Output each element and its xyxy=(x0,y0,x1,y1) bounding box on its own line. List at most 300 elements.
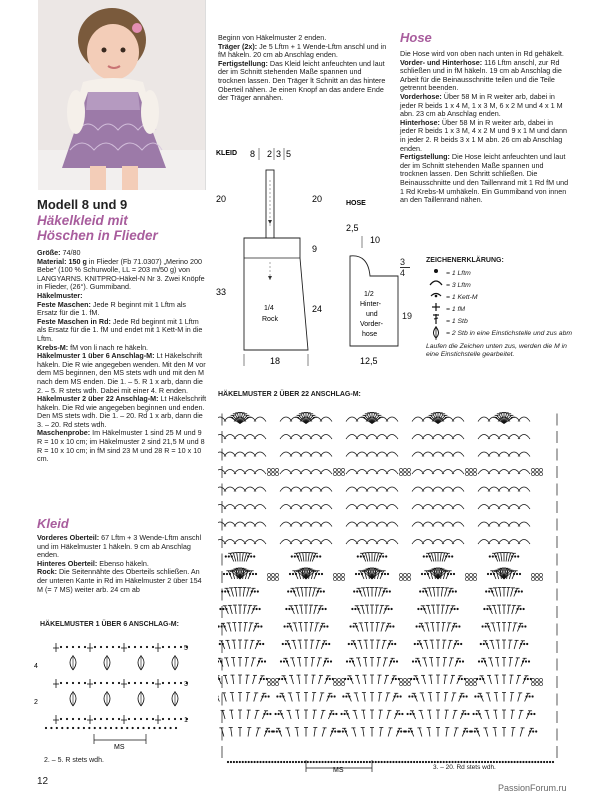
stitch-stb xyxy=(355,710,357,719)
stitch-stb xyxy=(488,693,490,702)
stitch-stb xyxy=(508,605,509,614)
stitch-chain-dot xyxy=(351,761,353,763)
stitch-stb xyxy=(297,710,298,719)
stitch-chain-dot xyxy=(317,590,319,592)
stitch-chain-dot xyxy=(386,761,388,763)
stitch-cluster xyxy=(271,577,274,580)
stitch-cluster xyxy=(275,682,278,685)
stitch-chain-dot xyxy=(356,590,358,592)
stitch-chain-dot xyxy=(316,555,318,557)
stitch-chain-dot xyxy=(104,727,106,729)
legend-item xyxy=(426,291,596,303)
stitch-stb xyxy=(520,728,522,737)
stitch-cluster xyxy=(267,472,270,475)
hose-para xyxy=(400,93,570,119)
hose-dim-top-left: 2,5 xyxy=(346,223,359,233)
stitch-chain-dot xyxy=(326,625,328,627)
stitch-chain-dot xyxy=(366,761,368,763)
stitch-chain-dot xyxy=(153,727,155,729)
general-para-label: Material: 150 g xyxy=(37,256,87,266)
stitch-chain-dot xyxy=(481,761,483,763)
stitch-chain-dot xyxy=(245,761,247,763)
stitch-chain-dot xyxy=(328,695,330,697)
stitch-chain-dot xyxy=(361,573,363,575)
stitch-chain-dot xyxy=(265,730,267,732)
stitch-chain-dot xyxy=(535,730,537,732)
stitch-cluster xyxy=(271,678,274,681)
instructions-hose xyxy=(400,50,570,205)
stitch-stb xyxy=(315,623,317,632)
stitch-chain-dot xyxy=(84,682,86,684)
stitch-chain-dot xyxy=(405,730,407,732)
child-illustration xyxy=(38,0,205,190)
kleid-para-label: Hinteres Oberteil: xyxy=(37,558,98,568)
stitch-stb xyxy=(363,588,365,597)
stitch-chain-dot xyxy=(404,761,406,763)
stitch-cluster xyxy=(267,682,270,685)
stitch-chain-dot xyxy=(342,761,344,763)
stitch-chain-dot xyxy=(400,730,402,732)
stitch-cluster xyxy=(271,468,274,471)
stitch-chain-dot xyxy=(415,660,417,662)
stitch-stb xyxy=(513,623,515,632)
general-para-label: Häkelmuster 1 über 6 Anschlag-M: xyxy=(37,351,155,361)
stitch-chain-dot xyxy=(411,695,413,697)
stitch-stb xyxy=(518,693,520,702)
stitch-chain-dot xyxy=(398,761,400,763)
stitch-chain-dot xyxy=(345,761,347,763)
stitch-chain-dot xyxy=(84,646,86,648)
stitch-chain-dot xyxy=(388,643,390,645)
stitch-chain-dot xyxy=(459,660,461,662)
stitch-stb xyxy=(383,658,385,667)
stitch-stb xyxy=(429,728,430,737)
kleid-dim-5: 5 xyxy=(286,149,292,159)
stitch-chain-dot xyxy=(229,573,231,575)
stitch-chain-dot xyxy=(466,695,468,697)
stitch-chain-dot xyxy=(452,625,454,627)
stitch-cluster xyxy=(539,678,542,681)
stitch-chain-dot xyxy=(339,761,341,763)
stitch-chain-dot xyxy=(266,713,268,715)
stitch-chain-dot xyxy=(175,727,177,729)
stitch-chain-dot xyxy=(474,730,476,732)
stitch-stb xyxy=(244,623,245,632)
general-para-text: in Flieder (Fb 71.0307) „Merino 200 Bebe“ (100 % Schurwolle, LL = 203 m/50 g) von LANGYARNS. KNITPRO-Häkel-N Nr 3. Zwei Knöpfe in Flieder, (26°). Gummiband. xyxy=(37,256,205,292)
hose-para xyxy=(400,59,570,93)
stitch-chain-dot xyxy=(236,761,238,763)
stitch-chain-dot xyxy=(323,590,325,592)
model-number: Modell 8 und 9 xyxy=(37,197,128,212)
stitch-cluster xyxy=(531,472,534,475)
stitch-stb xyxy=(292,658,294,667)
stitch-cluster xyxy=(407,682,410,685)
stitch-stb xyxy=(376,623,377,632)
stitch-stb xyxy=(356,693,358,702)
stitch-chain-dot xyxy=(491,590,493,592)
stitch-chain-dot xyxy=(132,727,134,729)
stitch-stb xyxy=(316,640,318,649)
stitch-chain-dot xyxy=(222,643,224,645)
stitch-stb xyxy=(431,553,433,562)
stitch-cluster xyxy=(407,573,410,576)
stitch-stb xyxy=(501,553,502,562)
hose-para-label: Vorderhose: xyxy=(400,91,442,101)
general-para-text: Jede Rd beginnt mit 1 Lftm als Ersatz für die 1. fM und endet mit 1 Kett-M in die Lftm. xyxy=(37,316,203,343)
stitch-chain-dot xyxy=(413,761,415,763)
stitch-cluster xyxy=(473,678,476,681)
general-para-text: fM von li nach re häkeln. xyxy=(68,342,149,352)
stitch-chain-dot xyxy=(420,608,422,610)
stitch-chain-dot xyxy=(320,590,322,592)
stitch-chain-dot xyxy=(222,608,224,610)
hose-para-label: Hinterhose: xyxy=(400,117,440,127)
stitch-stb xyxy=(375,588,376,597)
stitch-chain-dot xyxy=(532,730,534,732)
stitch-chain-dot xyxy=(280,761,282,763)
stitch-chain-dot xyxy=(419,625,421,627)
stitch-stb xyxy=(445,710,446,719)
stitch-stb xyxy=(446,728,447,737)
stitch-cluster xyxy=(469,682,472,685)
stitch-cluster xyxy=(337,678,340,681)
hose-side-dims xyxy=(400,257,410,278)
hose-dim-top: 10 xyxy=(370,235,381,245)
stitch-stb xyxy=(432,640,433,649)
stitch-chain-dot xyxy=(233,761,235,763)
stitch-stb xyxy=(494,605,496,614)
stitch-chain-dot xyxy=(146,718,148,720)
stitch-chain-dot xyxy=(50,727,52,729)
stitch-stb xyxy=(248,605,250,614)
stitch-stb xyxy=(232,675,233,684)
stitch-chain-dot xyxy=(410,713,412,715)
general-para xyxy=(37,301,207,318)
stitch-chain-dot xyxy=(279,730,281,732)
stitch-chain-dot xyxy=(552,761,554,763)
stitch-stb xyxy=(376,553,378,562)
stitch-chain-dot xyxy=(100,646,102,648)
stitch-chain-dot xyxy=(268,695,270,697)
stitch-chain-dot xyxy=(397,730,399,732)
stitch-chain-dot xyxy=(543,761,545,763)
stitch-chain-dot xyxy=(319,555,321,557)
stitch-stb xyxy=(495,728,496,737)
stitch-chain-dot xyxy=(325,608,327,610)
stitch-cluster xyxy=(333,678,336,681)
ms-label: MS xyxy=(333,767,344,774)
stitch-stb xyxy=(490,658,492,667)
stitch-stb xyxy=(497,553,499,562)
legend-item xyxy=(426,267,596,279)
stitch-chain-dot xyxy=(221,625,223,627)
general-para xyxy=(37,352,207,395)
mid-para xyxy=(218,60,388,103)
stitch-chain-dot xyxy=(357,761,359,763)
hose-para-text: 116 Lftm anschl, zur Rd schließen und in fM häkeln. 19 cm ab Anschlag die Arbeit für die Beinausschnitte teilen und die Teile getrennt beenden. xyxy=(400,57,562,93)
legend-item xyxy=(426,279,596,291)
stitch-chain-dot xyxy=(479,713,481,715)
stitch-chain-dot xyxy=(259,761,261,763)
stitch-chain-dot xyxy=(330,761,332,763)
stitch-chain-dot xyxy=(457,761,459,763)
stitch-chain-dot xyxy=(540,761,542,763)
stitch-cluster xyxy=(473,577,476,580)
stitch-chain-dot xyxy=(354,608,356,610)
row-number-right: 1 xyxy=(184,717,188,724)
hose-center-2: Hinter- xyxy=(360,301,382,308)
stitch-chain-dot xyxy=(313,761,315,763)
stitch-chain-dot xyxy=(164,727,166,729)
stitch-chain-dot xyxy=(401,761,403,763)
stitch-chain-dot xyxy=(505,761,507,763)
stitch-chain-dot xyxy=(378,761,380,763)
stitch-chain-dot xyxy=(515,590,517,592)
stitch-chain-dot xyxy=(529,695,531,697)
stitch-chain-dot xyxy=(520,643,522,645)
stitch-chain-dot xyxy=(112,682,114,684)
stitch-cluster xyxy=(337,472,340,475)
stitch-chain-dot xyxy=(112,646,114,648)
stitch-cluster xyxy=(399,577,402,580)
stitch-chain-dot xyxy=(457,643,459,645)
mid-para-text: Je 5 Lftm + 1 Wende-Lftm anschl und in fM häkeln. 20 cm ab Anschlag enden. xyxy=(218,41,387,60)
stitch-cluster xyxy=(275,468,278,471)
stitch-chain-dot xyxy=(285,608,287,610)
stitch-stb xyxy=(312,675,313,684)
stitch-stb xyxy=(453,710,455,719)
stitch-chain-dot xyxy=(431,761,433,763)
stitch-cluster xyxy=(341,472,344,475)
stitch-chain-dot xyxy=(390,660,392,662)
stitch-stb xyxy=(229,623,231,632)
stitch-chain-dot xyxy=(45,727,47,729)
stitch-chain-dot xyxy=(128,718,130,720)
stitch-chain-dot xyxy=(463,761,465,763)
mid-para xyxy=(218,43,388,60)
legend xyxy=(426,257,596,359)
stitch-stb xyxy=(517,675,519,684)
stitch-chain-dot xyxy=(140,646,142,648)
stitch-chain-dot xyxy=(445,555,447,557)
stitch-chain-dot xyxy=(342,730,344,732)
stitch-chain-dot xyxy=(277,761,279,763)
stitch-chain-dot xyxy=(250,555,252,557)
stitch-stb xyxy=(424,658,426,667)
stitch-chain-dot xyxy=(410,761,412,763)
stitch-chain-dot xyxy=(389,761,391,763)
stitch-chain-dot xyxy=(354,643,356,645)
stitch-chain-dot xyxy=(363,555,365,557)
stitch-chain-dot xyxy=(520,608,522,610)
stitch-cluster xyxy=(333,472,336,475)
stitch-chain-dot xyxy=(152,718,154,720)
stitch-cluster xyxy=(337,573,340,576)
stitch-chain-dot xyxy=(293,590,295,592)
stitch-chain-dot xyxy=(225,608,227,610)
stitch-stb xyxy=(514,640,516,649)
legend-item-label: = 1 Lftm xyxy=(446,269,471,277)
stitch-chain-dot xyxy=(142,727,144,729)
kleid-dim-right-top: 20 xyxy=(312,194,323,204)
stitch-chain-dot xyxy=(268,730,270,732)
stitch-cluster xyxy=(403,468,406,471)
stitch-cluster xyxy=(407,577,410,580)
stitch-cluster xyxy=(407,678,410,681)
stitch-chain-dot xyxy=(219,643,221,645)
stitch-chain-dot xyxy=(310,761,312,763)
stitch-chain-dot xyxy=(394,643,396,645)
stitch-chain-dot xyxy=(345,695,347,697)
stitch-chain-dot xyxy=(286,660,288,662)
headline-line-1: Häkelkleid mit xyxy=(37,213,128,228)
stitch-cluster xyxy=(333,682,336,685)
stitch-chain-dot xyxy=(295,761,297,763)
general-para-label: Größe: xyxy=(37,248,61,257)
stitch-stb xyxy=(446,605,448,614)
stitch-chain-dot xyxy=(60,718,62,720)
stitch-stb xyxy=(429,710,430,719)
stitch-cluster xyxy=(341,682,344,685)
hose-dim-4: 4 xyxy=(400,268,406,278)
stitch-chain-dot xyxy=(146,682,148,684)
headline-line-2: Höschen in Flieder xyxy=(37,228,158,243)
legend-item-label: = 3 Lftm xyxy=(446,281,471,289)
stitch-chain-dot xyxy=(423,555,425,557)
stitch-stb xyxy=(387,710,389,719)
stitch-chain-dot xyxy=(549,761,551,763)
stitch-chain-dot xyxy=(414,643,416,645)
stitch-chain-dot xyxy=(283,660,285,662)
stitch-chain-dot xyxy=(329,678,331,680)
stitch-cluster xyxy=(341,577,344,580)
stitch-stb xyxy=(249,623,251,632)
stitch-chain-dot xyxy=(350,625,352,627)
stitch-chain-dot xyxy=(335,713,337,715)
stitch-chain-dot xyxy=(226,573,228,575)
stitch-chain-dot xyxy=(525,761,527,763)
watermark: PassionForum.ru xyxy=(498,783,567,793)
kleid-para-text: 67 Lftm + 3 Wende-Lftm anschl und im Häkelmuster 1 häkeln. 9 cm ab Anschlag enden. xyxy=(37,533,202,560)
kleid-dim-bottom: 18 xyxy=(270,356,281,366)
stitch-cluster xyxy=(535,577,538,580)
stitch-chain-dot xyxy=(526,695,528,697)
stitch-chain-dot xyxy=(474,695,476,697)
stitch-chain-dot xyxy=(327,761,329,763)
stitch-chain-dot xyxy=(324,660,326,662)
stitch-chain-dot xyxy=(353,625,355,627)
stitch-stb xyxy=(308,553,309,562)
stitch-chain-dot xyxy=(106,682,108,684)
stitch-stb xyxy=(443,640,444,649)
stitch-stb xyxy=(247,693,248,702)
stitch-chain-dot xyxy=(369,761,371,763)
stitch-chain-dot xyxy=(100,682,102,684)
stitch-chain-dot xyxy=(180,646,182,648)
stitch-chain-dot xyxy=(493,761,495,763)
stitch-chain-dot xyxy=(508,761,510,763)
stitch-stb xyxy=(362,605,364,614)
stitch-stb xyxy=(369,553,370,562)
stitch-chain-dot xyxy=(529,730,531,732)
stitch-chain-dot xyxy=(455,590,457,592)
stitch-chain-dot xyxy=(353,590,355,592)
legend-item xyxy=(426,315,596,327)
stitch-chain-dot xyxy=(411,730,413,732)
stitch-stb xyxy=(508,623,509,632)
stitch-cluster xyxy=(465,577,468,580)
stitch-cluster xyxy=(403,573,406,576)
stitch-chain-dot xyxy=(140,718,142,720)
stitch-chain-dot xyxy=(327,660,329,662)
stitch-chain-dot xyxy=(224,625,226,627)
stitch-chain-dot xyxy=(257,590,259,592)
stitch-chain-dot xyxy=(466,730,468,732)
stitch-chain-dot xyxy=(72,682,74,684)
stitch-chain-dot xyxy=(106,718,108,720)
stitch-stb xyxy=(515,658,517,667)
stitch-chain-dot xyxy=(168,682,170,684)
stitch-chain-dot xyxy=(251,590,253,592)
stitch-chain-dot xyxy=(174,718,176,720)
stitch-cluster xyxy=(267,573,270,576)
stitch-chain-dot xyxy=(467,713,469,715)
stitch-stb xyxy=(353,728,355,737)
stitch-chain-dot xyxy=(88,727,90,729)
stitch-stb xyxy=(256,728,258,737)
page-number: 12 xyxy=(37,776,49,787)
stitch-chain-dot xyxy=(397,695,399,697)
stitch-chain-dot xyxy=(290,625,292,627)
stitch-chain-dot xyxy=(284,625,286,627)
stitch-chain-dot xyxy=(357,608,359,610)
stitch-chain-dot xyxy=(274,761,276,763)
stitch-chain-dot xyxy=(389,625,391,627)
stitch-chain-dot xyxy=(137,727,139,729)
legend-title: ZEICHENERKLÄRUNG: xyxy=(426,257,504,264)
stitch-chain-dot xyxy=(454,761,456,763)
stitch-stb xyxy=(247,710,248,719)
hose-dim-side: 19 xyxy=(402,311,413,321)
stitch-cluster xyxy=(275,472,278,475)
stitch-chain-dot xyxy=(480,643,482,645)
page-headline xyxy=(37,213,158,243)
stitch-chain-dot xyxy=(56,727,58,729)
stitch-chain-dot xyxy=(347,678,349,680)
legend-item-label: = 1 Kett-M xyxy=(446,293,478,301)
stitch-chain-dot xyxy=(174,682,176,684)
stitch-chain-dot xyxy=(321,761,323,763)
stitch-cluster xyxy=(539,468,542,471)
stitch-chain-dot xyxy=(334,730,336,732)
stitch-chain-dot xyxy=(118,718,120,720)
stitch-chain-dot xyxy=(487,761,489,763)
stitch-chain-dot xyxy=(168,646,170,648)
stitch-chain-dot xyxy=(276,695,278,697)
stitch-chain-dot xyxy=(483,608,485,610)
stitch-cluster xyxy=(333,573,336,576)
stitch-chain-dot xyxy=(228,555,230,557)
stitch-stb xyxy=(430,675,431,684)
stitch-cluster xyxy=(399,678,402,681)
stitch-chain-dot xyxy=(417,608,419,610)
stitch-cluster xyxy=(267,577,270,580)
stitch-chain-dot xyxy=(398,713,400,715)
stitch-stb xyxy=(489,675,491,684)
stitch-stb xyxy=(378,658,379,667)
stitch-stb xyxy=(295,623,297,632)
stitch-chain-dot xyxy=(334,695,336,697)
